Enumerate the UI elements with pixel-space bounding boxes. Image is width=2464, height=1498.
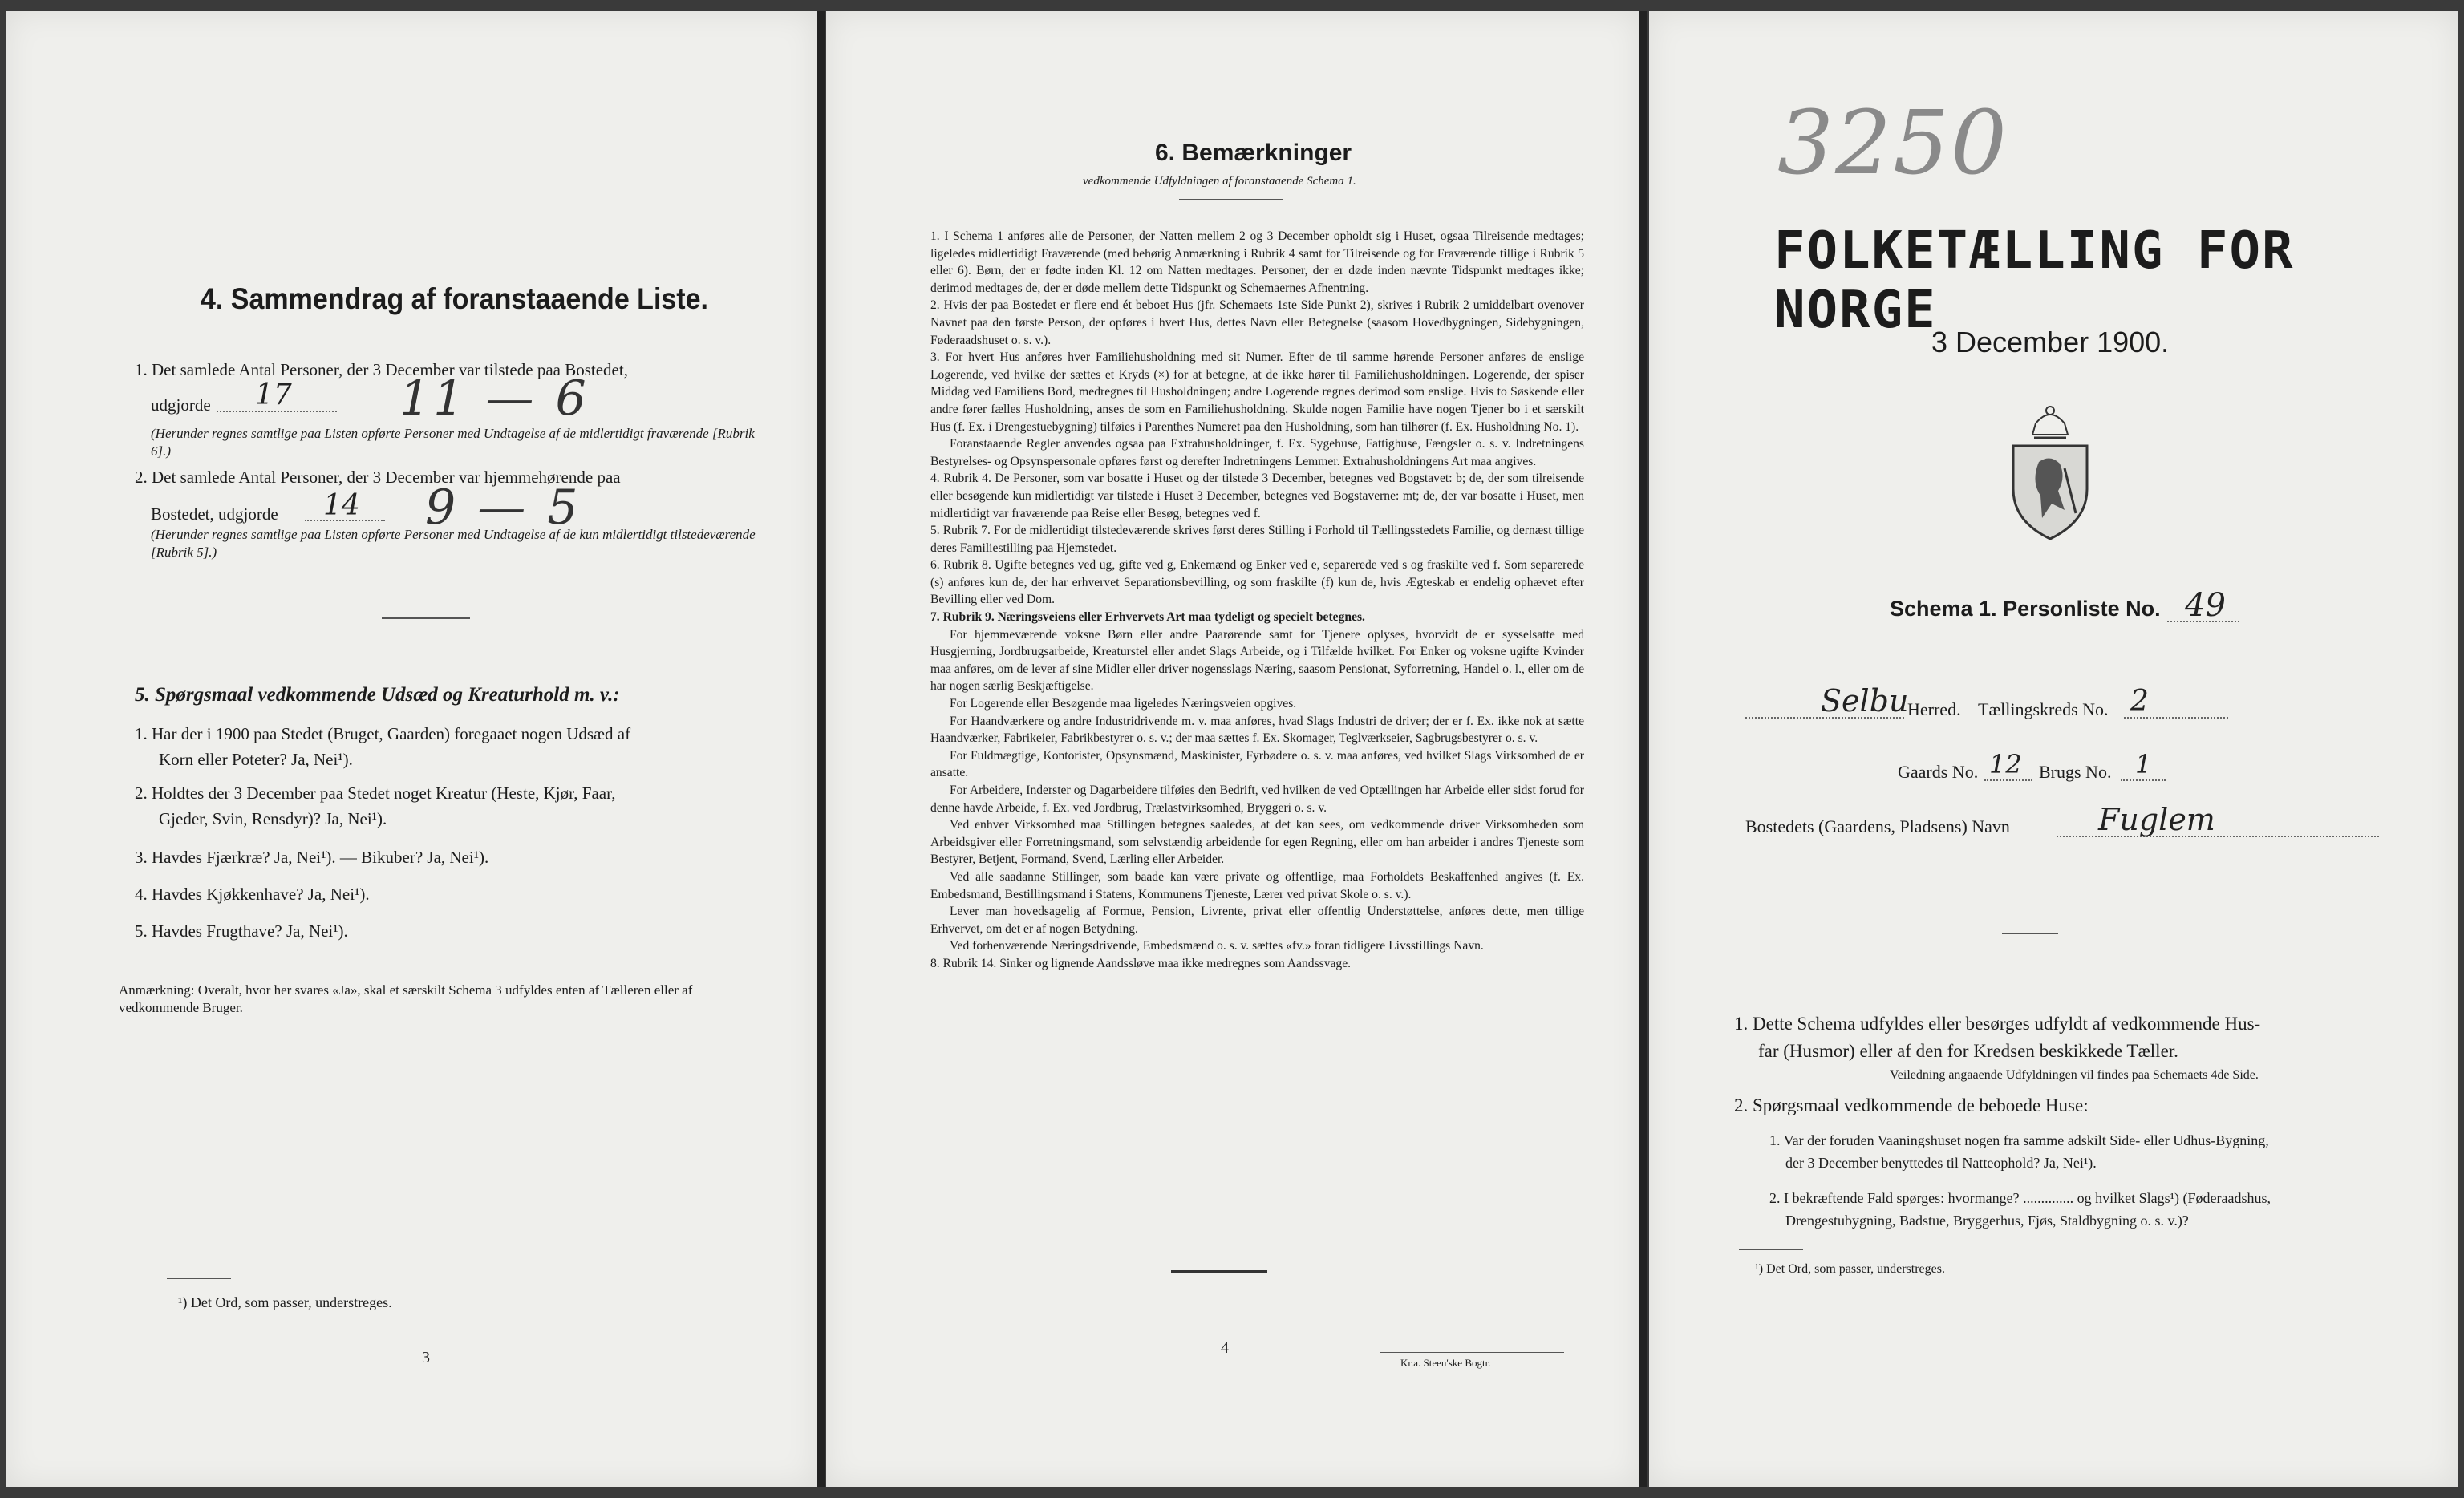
personliste-value: 49 <box>2185 587 2226 624</box>
footnote-rule <box>1739 1249 1803 1250</box>
footnote: ¹) Det Ord, som passer, understreges. <box>178 1294 392 1310</box>
q1b: Korn eller Poteter? Ja, Nei¹). <box>159 750 353 769</box>
gaards-label: Gaards No. <box>1898 762 1979 782</box>
remark-item: For hjemmeværende voksne Børn eller andre Paarørende samt for Tjenere oplyses, hvorvidt de er sysselsatte med Husgjerning, Jordbrugsarbeide, Kreaturstel eller andet Slags Arbeide, og i Tilfælde hvilket. For Enker og voksne ugifte Kvinder maa anføres, om de lever af sine Midler eller driver nogensslags Næring, saasom Pensionat, Syforretning, Handel o. l., eller om de har nogen særlig Beskjæftigelse. <box>930 627 1584 694</box>
census-date: 3 December 1900. <box>1931 326 2170 358</box>
coat-of-arms <box>2002 401 2098 549</box>
q4: 4. Havdes Kjøkkenhave? Ja, Nei¹). <box>135 885 370 904</box>
remark-item: 3. For hvert Hus anføres hver Familiehusholdning med sit Numer. Efter de til samme hørende Personer anføres de enslige Logerende, ved hvilke der sættes et Kryds (×) for at betegne, at de ikke hører til Familiehusholdningen. Logerende, der spiser Middag ved Familiens Bord, medregnes til Husholdningen; andre Logerende regnes derimod som enslige. Hvis to Søskende eller andre fører fælles Husholdning, anses de som en Familiehusholdning. Skulde nogen Familie have nogen Tjener bo i et særskilt Hus (f. Ex. i Drengestuebygning) tilføies i Parenthes Numeret paa den Husholdning, som han tilhører (f. Ex. Husholdning No. 1). <box>930 350 1584 434</box>
page-number: 4 <box>1221 1339 1229 1357</box>
lion-shield-icon <box>2002 401 2098 545</box>
herred-value: Selbu <box>1821 683 1909 719</box>
section-6-title: 6. Bemærkninger <box>1155 140 1352 166</box>
anmaerkning: Anmærkning: Overalt, hvor her svares «Ja», skal et særskilt Schema 3 udfyldes enten af Tælleren eller af vedkommende Bruger. <box>119 982 693 1015</box>
printer-rule <box>1380 1352 1564 1353</box>
remark-item: 2. Hvis der paa Bostedet er flere end ét beboet Hus (jfr. Schemaets 1ste Side Punkt 2), skrives i Rubrik 2 umiddelbart ovenover Navnet paa den første Person, der opføres i hvert Hus, dettes Navn eller Betegnelse (saasom Hovedbygningen, Sidebygningen, Føderaadshuset o. s. v.). <box>930 298 1584 347</box>
brugs-dotline <box>2121 779 2166 781</box>
remarks-list <box>930 228 1584 973</box>
q2a: 2. Holdtes der 3 December paa Stedet noget Kreatur (Heste, Kjør, Faar, <box>135 783 616 803</box>
printer-credit: Kr.a. Steen'ske Bogtr. <box>1400 1357 1491 1369</box>
remark-item: 8. Rubrik 14. Sinker og lignende Aandssløve maa ikke medregnes som Aandssvage. <box>930 956 1352 970</box>
item1-text: 1. Det samlede Antal Personer, der 3 December var tilstede paa Bostedet, <box>135 360 628 379</box>
herred-label: Herred. <box>1907 699 1961 719</box>
q2b: Gjeder, Svin, Rensdyr)? Ja, Nei¹). <box>159 809 387 828</box>
item1-split: 11 — 6 <box>399 370 590 427</box>
instruction-2: 2. Spørgsmaal vedkommende de beboede Huse: <box>1734 1095 2089 1115</box>
remark-item: Ved alle saadanne Stillinger, som baade kan være private og offentlige, maa Forholdets Beskaffenhed angives (f. Ex. Embedsmand, Bestillingsmand i Statens, Kommunens Tjeneste, Lærer ved privat Skole o. s. v.). <box>930 869 1584 901</box>
remark-item: 7. Rubrik 9. Næringsveiens eller Erhvervets Art maa tydeligt og specielt betegnes. <box>930 610 1365 625</box>
item2-bosted: Bostedet, udgjorde <box>151 504 278 524</box>
gaards-dotline <box>1984 779 2032 781</box>
section-5-title: 5. Spørgsmaal vedkommende Udsæd og Kreaturhold m. v.: <box>135 684 620 706</box>
left-page <box>6 11 817 1487</box>
section-4-title: 4. Sammendrag af foranstaaende Liste. <box>201 282 708 316</box>
remark-item: Ved enhver Virksomhed maa Stillingen betegnes saaledes, at det kan sees, om vedkommende driver Virksomheden som Arbeidsgiver eller Forretningsmand, som selvstændig arbeidende for egen Regning, eller om han arbeider i andres Tjeneste som Bestyrer, Betjent, Formand, Svend, Lærling eller Arbeider. <box>930 818 1584 867</box>
brugs-label: Brugs No. <box>2039 762 2112 782</box>
remark-item: 5. Rubrik 7. For de midlertidigt tilstedeværende skrives først deres Stilling i Forhold til Tællingsstedets Familie, og dernæst tillige deres Familiestilling paa Hjemstedet. <box>930 524 1584 555</box>
document-title: FOLKETÆLLING FOR NORGE <box>1774 221 2295 340</box>
kreds-label: Tællingskreds No. <box>1978 699 2109 719</box>
item2-split: 9 — 5 <box>425 480 582 536</box>
gaards-value: 12 <box>1989 749 2022 779</box>
item1-note: (Herunder regnes samtlige paa Listen opførte Personer med Undtagelse af de midlertidigt fraværende [Rubrik 6].) <box>151 426 755 459</box>
remark-item: For Haandværkere og andre Industridrivende m. v. maa anføres, hvad Slags Industri de driver; der er f. Ex. ikke nok at sætte Haandværker, Fabrikeier, Fabrikbestyrer o. s. v.; der maa sættes f. Ex. Skomager, Teglværkseier, Sagbrugsbestyrer o. s. v. <box>930 714 1584 746</box>
brugs-value: 1 <box>2135 749 2152 779</box>
remark-item: For Fuldmægtige, Kontorister, Opsynsmænd, Maskinister, Fyrbødere o. s. v. maa anføres, ved hvilket Slags Virksomhed de er ansatte. <box>930 748 1584 780</box>
remark-item: For Logerende eller Besøgende maa ligeledes Næringsveien opgives. <box>950 697 1297 711</box>
remark-item: For Arbeidere, Inderster og Dagarbeidere tilføies den Bedrift, ved hvilken de ved Optællingen har Arbeide eller sidst forud for denne havde Arbeide, f. Ex. ved Jordbrug, Trælastvirksomhed, Bryggeri o. s. v. <box>930 783 1584 815</box>
q1a: 1. Har der i 1900 paa Stedet (Bruget, Gaarden) foregaaet nogen Udsæd af <box>135 724 631 743</box>
remark-item: 6. Rubrik 8. Ugifte betegnes ved ug, gifte ved g, Enkemænd og Enker ved e, separerede ved s og fraskilte ved f. Som separerede (s) anføres kun de, der har erhvervet Separationsbevilling, og som fraskilte (f) kun de, hvis Ægteskab er endelig ophævet efter Bevilling eller ved Dom. <box>930 558 1584 607</box>
divider <box>382 617 470 619</box>
q5: 5. Havdes Frugthave? Ja, Nei¹). <box>135 921 348 941</box>
instruction-1a: 1. Dette Schema udfyldes eller besørges udfyldt af vedkommende Hus- <box>1734 1014 2261 1034</box>
footnote: ¹) Det Ord, som passer, understreges. <box>1755 1262 1945 1276</box>
bosted-label: Bostedets (Gaardens, Pladsens) Navn <box>1745 816 2010 836</box>
item2-note: (Herunder regnes samtlige paa Listen opførte Personer med Undtagelse af de kun midlertidigt tilstedeværende [Rubrik 5].) <box>151 527 756 560</box>
instruction-2-2b: Drengestubygning, Badstue, Bryggerhus, Fjøs, Staldbygning o. s. v.)? <box>1785 1213 2189 1229</box>
item1-value: 17 <box>255 379 292 411</box>
remark-item: Foranstaaende Regler anvendes ogsaa paa Extrahusholdninger, f. Ex. Sygehuse, Fattighuse, Fængsler o. s. v. Indretningens Bestyrelses- og Opsynspersonale opføres først og derefter Indretningens Lemmer. Extrahusholdningens Art maa angives. <box>930 437 1584 468</box>
instruction-2-1b: der 3 December benyttedes til Natteophold? Ja, Nei¹). <box>1785 1155 2097 1171</box>
instruction-2-2a: 2. I bekræftende Fald spørges: hvormange? .............. og hvilket Slags¹) (Føderaadshus, <box>1769 1190 2271 1206</box>
remark-item: 4. Rubrik 4. De Personer, som var bosatte i Huset og der tilstede 3 December, betegnes ved Bogstavet: b; de, der som tilreisende eller besøgende kun midlertidigt var tilstede i Huset 3 December, betegnes ved Bogstaverne: mt; de, der var bosatte i Huset, men midlertidigt var fraværende paa Reise eller Besøg, betegnes ved f. <box>930 472 1584 520</box>
instruction-2-1a: 1. Var der foruden Vaaningshuset nogen fra samme adskilt Side- eller Udhus-Bygning, <box>1769 1132 2269 1148</box>
middle-page <box>826 11 1639 1487</box>
item2-value: 14 <box>323 489 360 522</box>
divider <box>2002 933 2058 934</box>
page-gutter-left <box>817 11 825 1487</box>
instruction-1c: Veiledning angaaende Udfyldningen vil findes paa Schemaets 4de Side. <box>1890 1068 2259 1082</box>
page-number: 3 <box>422 1349 430 1366</box>
item1-udgjorde: udgjorde <box>151 395 211 415</box>
instruction-1b: far (Husmor) eller af den for Kredsen beskikkede Tæller. <box>1758 1041 2178 1061</box>
item2-text: 2. Det samlede Antal Personer, der 3 December var hjemmehørende paa <box>135 468 621 487</box>
end-rule <box>1171 1270 1267 1273</box>
bosted-value: Fuglem <box>2098 802 2215 837</box>
remark-item: Lever man hovedsagelig af Formue, Pension, Livrente, privat eller offentlig Understøttelse, anføres dette, men tillige Erhvervet, om det er af nogen Betydning. <box>930 905 1584 936</box>
remark-item: 1. I Schema 1 anføres alle de Personer, der Natten mellem 2 og 3 December opholdt sig i Huset, ogsaa Tilreisende medtages; ligeledes midlertidigt Fraværende (med behørig Anmærkning i Rubrik 4 samt for Tilreisende og for Fraværende tillige i Rubrik 5 eller 6). Børn, der er fødte inden Kl. 12 om Natten medtages. Personer, der er døde inden nævnte Tidspunkt medtages ikke; derimod medtages de, der er døde mellem dette Tidspunkt og Schemaernes Afhentning. <box>930 229 1584 295</box>
page-gutter-right <box>1639 11 1647 1487</box>
q3: 3. Havdes Fjærkræ? Ja, Nei¹). — Bikuber? Ja, Nei¹). <box>135 848 489 867</box>
remark-item: Ved forhenværende Næringsdrivende, Embedsmænd o. s. v. sættes «fv.» foran tidligere Livsstillings Navn. <box>950 939 1484 953</box>
title-rule <box>1179 199 1283 200</box>
section-6-subtitle: vedkommende Udfyldningen af foranstaaende Schema 1. <box>1083 175 1356 188</box>
archive-number: 3250 <box>1777 91 2008 194</box>
schema-label: Schema 1. Personliste No. <box>1890 597 2161 621</box>
right-page <box>1649 11 2458 1487</box>
footnote-rule <box>167 1278 231 1279</box>
kreds-value: 2 <box>2130 685 2149 718</box>
